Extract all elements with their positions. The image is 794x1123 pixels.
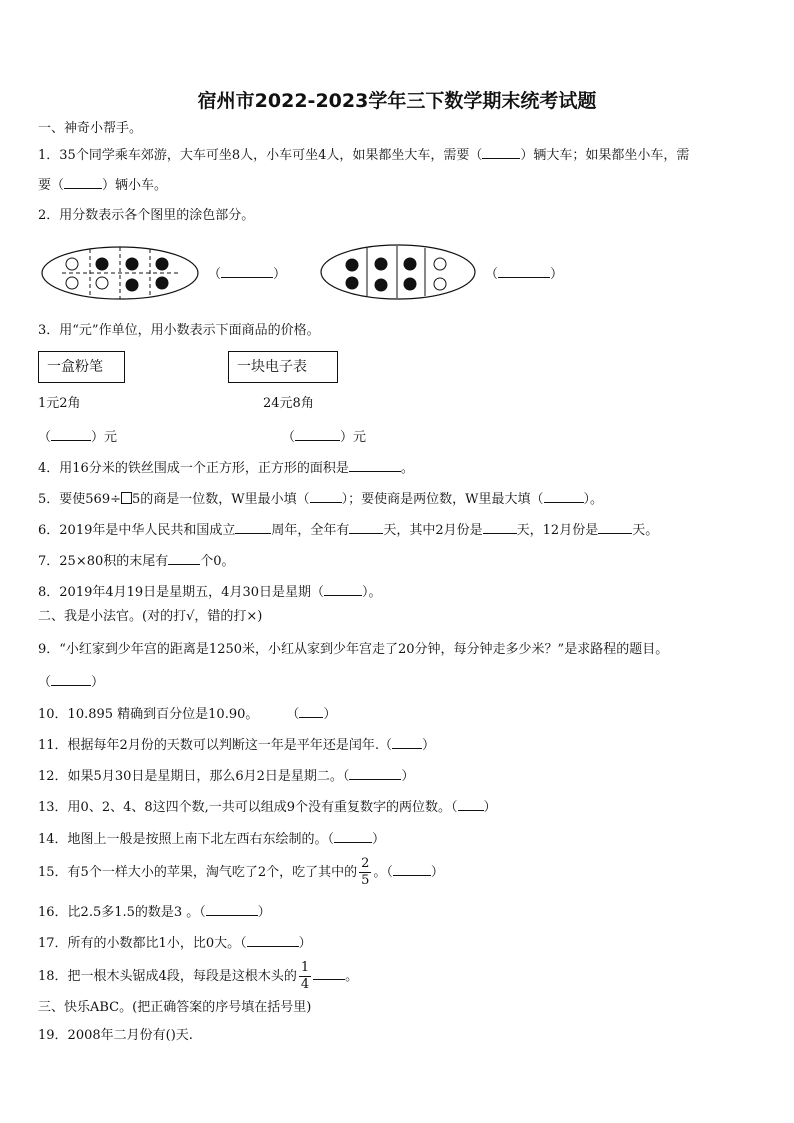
question-15: 15．有5个一样大小的苹果，淘气吃了2个，吃了其中的 $\frac{2}{5}$ 。（ ）: [38, 856, 444, 888]
question-2-answer-left: （ ）: [208, 264, 286, 284]
section-2-heading: 二、我是小法官。(对的打√，错的打×): [38, 609, 263, 624]
question-2-answer-right: （ ）: [485, 264, 563, 284]
answer-blank[interactable]: [349, 458, 401, 472]
product-box-chalk: 一盒粉笔: [38, 351, 125, 383]
question-16: 16．比2.5多1.5的数是3 。（ ）: [38, 902, 271, 922]
answer-blank[interactable]: [299, 704, 323, 718]
question-9-answer: （ ）: [38, 672, 104, 692]
answer-blank[interactable]: [598, 520, 632, 534]
question-19: 19．2008年二月份有()天.: [38, 1028, 193, 1043]
question-7: 7．25×80积的末尾有 个0。: [38, 551, 235, 571]
question-10: 10．10.895 精确到百分位是10.90。 （ ）: [38, 704, 336, 724]
answer-blank[interactable]: [324, 582, 362, 596]
answer-blank[interactable]: [349, 520, 383, 534]
question-14: 14．地图上一般是按照上南下北左西右东绘制的。（ ）: [38, 829, 385, 849]
question-6: 6．2019年是中华人民共和国成立 周年，全年有 天，其中2月份是 天，12月份是 天。: [38, 520, 658, 540]
answer-blank[interactable]: [334, 829, 372, 843]
price-chalk: 1元2角: [38, 396, 81, 411]
question-11: 11．根据每年2月份的天数可以判断这一年是平年还是闰年.（ ）: [38, 735, 435, 755]
answer-blank[interactable]: [310, 489, 342, 503]
answer-blank[interactable]: [235, 520, 271, 534]
product-box-watch: 一块电子表: [228, 351, 338, 383]
answer-blank[interactable]: [544, 489, 584, 503]
question-3-answer-1: （ ）元: [38, 427, 117, 447]
question-12: 12．如果5月30日是星期日，那么6月2日是星期二。（ ）: [38, 766, 414, 786]
answer-blank[interactable]: [247, 933, 299, 947]
question-13: 13．用0、2、4、8这四个数,一共可以组成9个没有重复数字的两位数。（ ）: [38, 797, 497, 817]
fraction-two-fifths: $\frac{2}{5}$: [361, 856, 370, 888]
question-3-answer-2: （ ）元: [282, 427, 366, 447]
answer-blank[interactable]: [64, 175, 102, 189]
answer-blank[interactable]: [51, 672, 91, 686]
section-1-heading: 一、神奇小帮手。: [38, 121, 143, 136]
question-3-text: 3．用“元”作单位，用小数表示下面商品的价格。: [38, 323, 320, 338]
question-5: 5．要使569÷ 5的商是一位数，W里最小填（ ）；要使商是两位数，W里最大填（ ）。: [38, 489, 603, 509]
answer-blank[interactable]: [349, 766, 401, 780]
answer-blank[interactable]: [221, 264, 273, 278]
question-9: 9．“小红家到少年宫的距离是1250米，小红从家到少年宫走了20分钟，每分钟走多少米？”是求路程的题目。: [38, 642, 669, 657]
answer-blank[interactable]: [483, 520, 517, 534]
answer-blank[interactable]: [313, 966, 345, 980]
question-1-line-1: 1．35个同学乘车郊游，大车可坐8人，小车可坐4人，如果都坐大车，需要（ ）辆大车；如果都坐小车，需: [38, 145, 689, 165]
answer-blank[interactable]: [458, 797, 484, 811]
answer-blank[interactable]: [482, 145, 520, 159]
question-2-text: 2．用分数表示各个图里的涂色部分。: [38, 208, 255, 223]
question-17: 17．所有的小数都比1小，比0大。（ ）: [38, 933, 312, 953]
question-4: 4．用16分米的铁丝围成一个正方形，正方形的面积是 。: [38, 458, 414, 478]
question-8: 8．2019年4月19日是星期五，4月30日是星期（ ）。: [38, 582, 382, 602]
question-1-line-2: 要（ ）辆小车。: [38, 175, 167, 195]
section-3-heading: 三、快乐ABC。(把正确答案的序号填在括号里): [38, 1000, 312, 1015]
price-watch: 24元8角: [263, 396, 314, 411]
answer-blank[interactable]: [51, 427, 91, 441]
answer-blank[interactable]: [392, 735, 422, 749]
oval-figure-right: [319, 243, 477, 301]
page-title: 宿州市2022-2023学年三下数学期末统考试题: [197, 90, 597, 112]
fraction-one-quarter: $\frac{1}{4}$: [300, 960, 310, 992]
question-18: 18．把一根木头锯成4段，每段是这根木头的 $\frac{1}{4}$ 。: [38, 960, 359, 992]
answer-blank[interactable]: [206, 902, 258, 916]
answer-blank[interactable]: [168, 551, 200, 565]
answer-blank[interactable]: [393, 862, 431, 876]
oval-figure-left: [40, 245, 200, 301]
answer-blank[interactable]: [498, 264, 550, 278]
answer-blank[interactable]: [295, 427, 340, 441]
blank-square-icon: [121, 492, 132, 504]
